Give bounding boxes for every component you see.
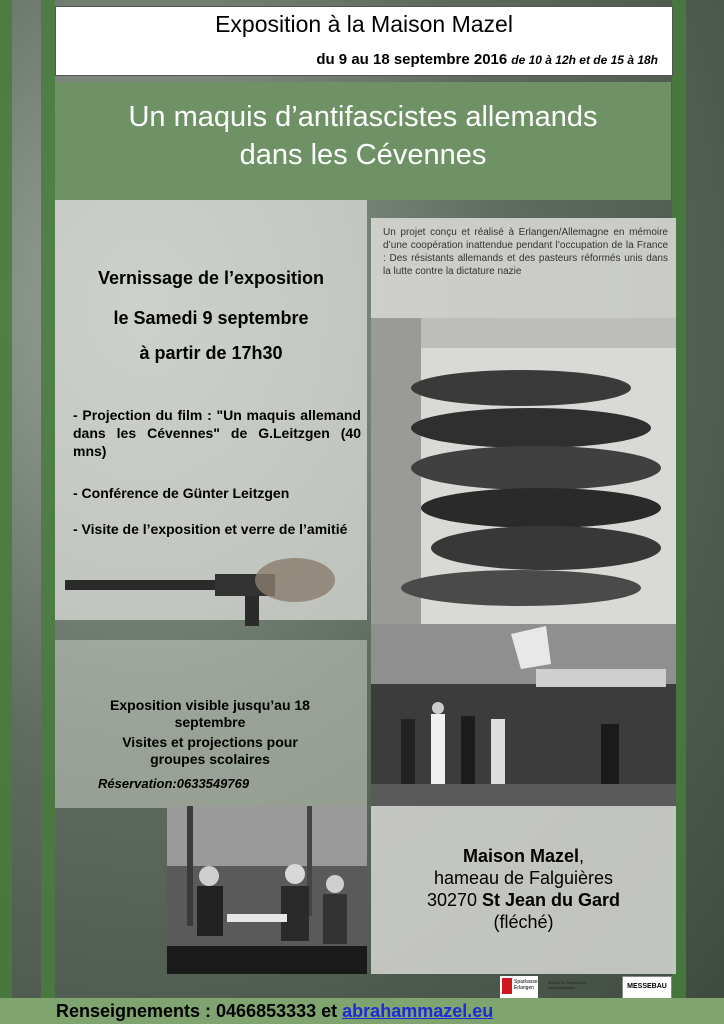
program-item-visit: - Visite de l’exposition et verre de l’amitié: [73, 521, 348, 537]
institut-logo: Institut für Technische Dokumentation: [548, 980, 587, 990]
historical-photo-procession: [371, 624, 676, 806]
school-visits-line2: groupes scolaires: [150, 751, 270, 767]
program-item-conference: - Conférence de Günter Leitzgen: [73, 485, 290, 501]
reservation-phone: Réservation:0633549769: [98, 776, 250, 791]
town: St Jean du Gard: [482, 890, 621, 910]
green-stripe-left-inner: [41, 0, 55, 1024]
rifle-illustration: [55, 540, 367, 630]
header-box: [55, 6, 673, 76]
vernissage-line3: à partir de 17h30: [139, 343, 283, 363]
vernissage-line2: le Samedi 9 septembre: [113, 308, 309, 328]
visible-until-line1: Exposition visible jusqu’au 18: [110, 697, 310, 713]
footer-label: Renseignements : 0466853333 et: [56, 1001, 338, 1021]
address-line2: hameau de Falguières: [433, 868, 614, 888]
title-band: [55, 82, 671, 200]
footer-info: [56, 1001, 493, 1022]
visible-until-line2: septembre: [174, 714, 246, 730]
main-title-line1: Un maquis d’antifascistes allemands: [128, 101, 598, 133]
sparkasse-logo: Sparkasse Erlangen: [500, 976, 538, 998]
project-caption: Un projet conçu et réalisé à Erlangen/Allemagne en mémoire d’une coopération inattendue pendant l’occupation de la France : Des résistants allemands et des pasteurs réformés unis dans la lutte contre la dictature nazie: [383, 227, 668, 277]
school-visits-line1: Visites et projections pour: [122, 734, 298, 750]
project-caption-box: [371, 218, 676, 318]
venue-name: Maison Mazel: [462, 846, 579, 866]
header-title: Exposition à la Maison Mazel: [215, 11, 513, 37]
main-title: [55, 98, 671, 174]
website-link[interactable]: abrahammazel.eu: [342, 1001, 494, 1021]
program-item-film: - Projection du film : "Un maquis allemand dans les Cévennes" de G.Leitzgen (40 mns): [73, 407, 361, 459]
historical-photo-victims: [371, 318, 676, 624]
main-title-line2: dans les Cévennes: [239, 139, 487, 171]
address-line4: (fléché): [493, 912, 554, 932]
exhibition-dates: du 9 au 18 septembre 2016: [316, 51, 508, 68]
header-dates: [316, 51, 658, 68]
green-stripe-left-outer: [0, 0, 12, 1024]
postcode: 30270: [426, 890, 477, 910]
sparkasse-s-icon: [502, 978, 512, 994]
vernissage-line1: Vernissage de l’exposition: [97, 268, 325, 288]
opening-hours: de 10 à 12h et de 15 à 18h: [511, 53, 658, 67]
address-line3: [371, 890, 676, 911]
footer-bar: [0, 998, 724, 1024]
maquis-group-photo: [167, 806, 367, 974]
address-line1: Maison Mazel,: [462, 846, 585, 866]
messebau-logo: MESSEBAU: [622, 976, 672, 1000]
